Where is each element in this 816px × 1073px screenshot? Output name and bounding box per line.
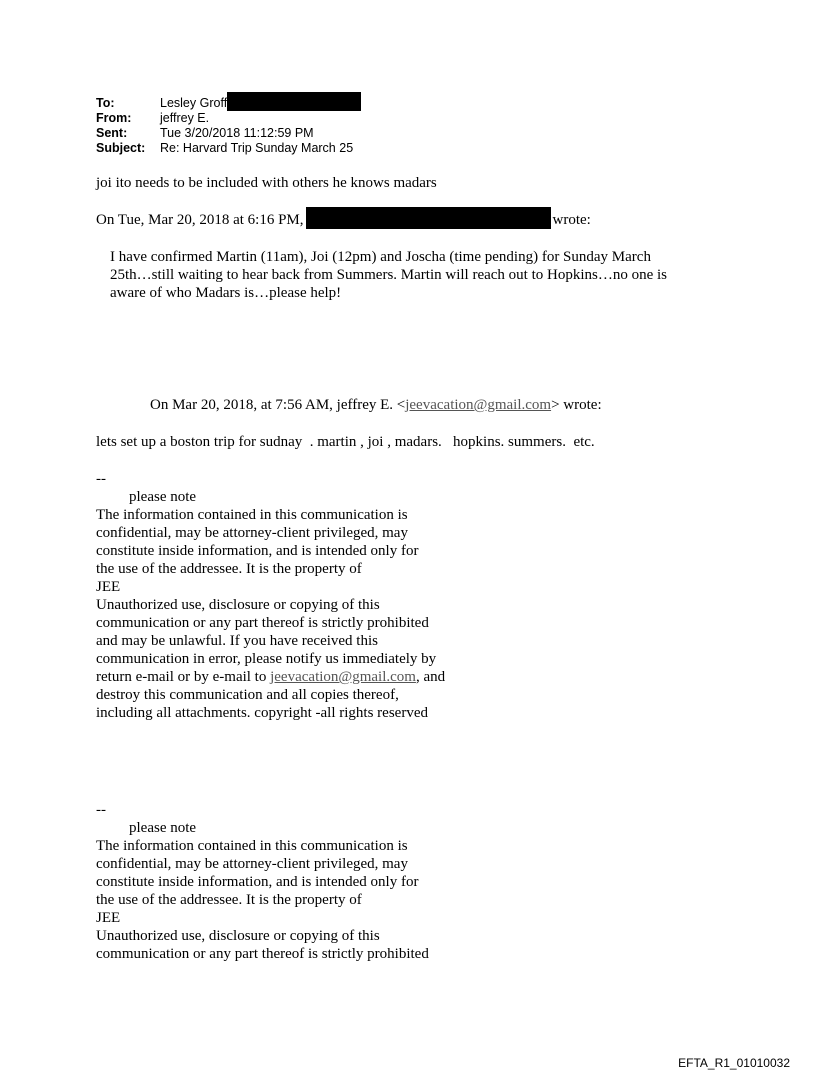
disclaimer-line: JEE <box>96 579 121 595</box>
to-label: To: <box>96 96 115 110</box>
email-link[interactable]: jeevacation@gmail.com <box>405 397 552 413</box>
disclaimer-line: and may be unlawful. If you have received this <box>96 633 378 649</box>
disclaimer-line: The information contained in this communication is <box>96 838 408 854</box>
disclaimer-line: JEE <box>96 910 121 926</box>
sent-row <box>96 126 361 141</box>
quote1-body <box>110 248 667 302</box>
to-row <box>96 96 361 111</box>
quote1-line: I have confirmed Martin (11am), Joi (12pm) and Joscha (time pending) for Sunday March <box>110 249 651 265</box>
quote1-line: 25th…still waiting to hear back from Summers. Martin will reach out to Hopkins…no one is <box>110 267 667 283</box>
quote1-wrote: wrote: <box>552 212 591 228</box>
from-row <box>96 111 361 126</box>
email-link[interactable]: jeevacation@gmail.com <box>270 669 416 685</box>
disclaimer-email-pre: return e-mail or by e-mail to <box>96 669 271 685</box>
please-note: please note <box>129 489 197 505</box>
quote1-intro: On Tue, Mar 20, 2018 at 6:16 PM, <box>96 212 304 228</box>
disclaimer-line: the use of the addressee. It is the property of <box>96 561 362 577</box>
quote2-intro-pre: On Mar 20, 2018, at 7:56 AM, jeffrey E. < <box>150 397 406 413</box>
signature-separator: -- <box>96 802 106 818</box>
disclaimer-line: destroy this communication and all copies thereof, <box>96 687 399 703</box>
email-header <box>96 96 361 156</box>
disclaimer-line: communication in error, please notify us immediately by <box>96 651 437 667</box>
sent-label: Sent: <box>96 126 128 140</box>
disclaimer-line: confidential, may be attorney-client privileged, may <box>96 525 408 541</box>
disclaimer-line: communication or any part thereof is strictly prohibited <box>96 946 429 962</box>
document-id: EFTA_R1_01010032 <box>678 1056 790 1070</box>
from-value: jeffrey E. <box>160 111 210 125</box>
quote1-intro-line <box>96 207 591 229</box>
subject-label: Subject: <box>96 141 146 155</box>
subject-row <box>96 141 361 156</box>
to-value: Lesley Groff <box>160 96 228 110</box>
disclaimer-email-post: , and <box>415 669 446 685</box>
disclaimer-line: The information contained in this communication is <box>96 507 408 523</box>
disclaimer-line: including all attachments. copyright -all rights reserved <box>96 705 428 721</box>
reply-text: joi ito needs to be included with others he knows madars <box>96 175 437 191</box>
disclaimer-line: confidential, may be attorney-client privileged, may <box>96 856 408 872</box>
quote2-intro-line <box>150 396 602 414</box>
please-note: please note <box>129 820 197 836</box>
disclaimer-block <box>96 801 429 963</box>
disclaimer-line: communication or any part thereof is strictly prohibited <box>96 615 429 631</box>
from-label: From: <box>96 111 132 125</box>
disclaimer-block <box>96 470 445 722</box>
disclaimer-line: constitute inside information, and is intended only for <box>96 543 419 559</box>
quote1-line: aware of who Madars is…please help! <box>110 285 342 301</box>
sent-value: Tue 3/20/2018 11:12:59 PM <box>160 126 314 140</box>
quote2-intro-post: > wrote: <box>551 397 602 413</box>
quote2-text: lets set up a boston trip for sudnay . martin , joi , madars. hopkins. summers. etc. <box>96 434 595 450</box>
signature-separator: -- <box>96 471 106 487</box>
disclaimer-line: Unauthorized use, disclosure or copying of this <box>96 597 380 613</box>
subject-value: Re: Harvard Trip Sunday March 25 <box>160 141 354 155</box>
disclaimer-email-line <box>96 668 445 686</box>
disclaimer-line: constitute inside information, and is intended only for <box>96 874 419 890</box>
disclaimer-line: the use of the addressee. It is the property of <box>96 892 362 908</box>
redaction-bar <box>306 207 551 229</box>
redaction-bar <box>227 92 361 111</box>
disclaimer-line: Unauthorized use, disclosure or copying of this <box>96 928 380 944</box>
